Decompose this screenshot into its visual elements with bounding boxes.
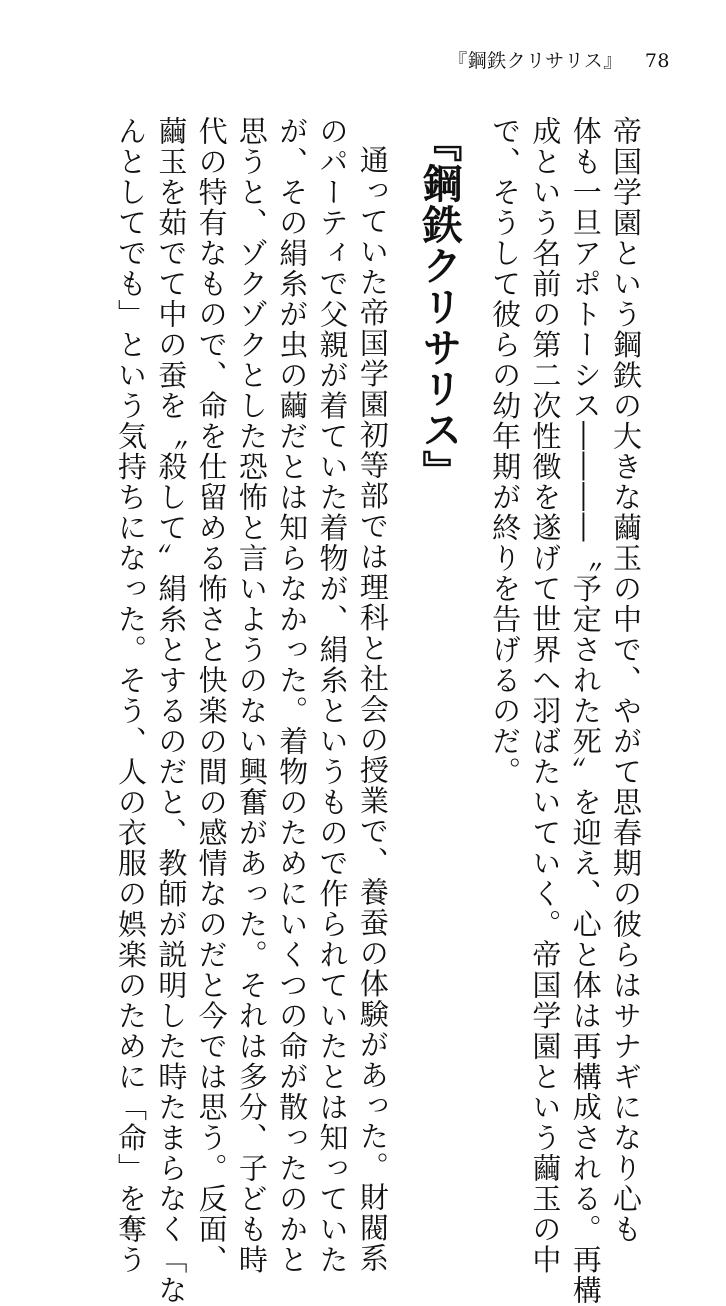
text-line: 代の特有なもので、命を仕留める怖さと快楽の間の感情なのだと今では思う。反面、: [194, 116, 229, 1275]
text-line: 繭玉を茹でて中の蚕を〝殺して〟絹糸とするのだと、教師が説明した時たまらなく「な: [154, 116, 189, 1306]
vertical-text-body: [111, 116, 646, 1306]
text-line: んとしてでも」という気持ちになった。そう、人の衣服の娯楽のために「命」を奪う: [114, 116, 149, 1275]
text-line: 成という名前の第二次性徴を遂げて世界へ羽ばたいていく。帝国学園という繭玉の中: [528, 116, 563, 1275]
text-line: 体も一旦アポトーシス――――〝予定された死〟を迎え、心と体は再構成される。再構: [568, 116, 603, 1306]
text-line: 思うと、ゾクゾクとした恐怖と言いようのない興奮があった。それは多分、子ども時: [234, 116, 269, 1275]
page-number: 78: [644, 50, 670, 72]
running-header: [448, 46, 670, 73]
text-line: が、その絹糸が虫の繭だとは知らなかった。着物のためにいくつの命が散ったのかと: [275, 116, 310, 1275]
book-title: 『鋼鉄クリサリス』: [448, 50, 623, 72]
text-line: のパーティで父親が着ていた着物が、絹糸というもので作られていたとは知っていた: [315, 116, 350, 1275]
chapter-heading: 『鋼鉄クリサリス』: [415, 122, 462, 491]
text-line: で、そうして彼らの幼年期が終りを告げるのだ。: [488, 116, 523, 787]
text-line: 通っていた帝国学園初等部では理科と社会の授業で、養蚕の体験があった。財閥系: [355, 145, 390, 1274]
text-line: 帝国学園という鋼鉄の大きな繭玉の中で、やがて思春期の彼らはサナギになり心も: [609, 116, 643, 1245]
